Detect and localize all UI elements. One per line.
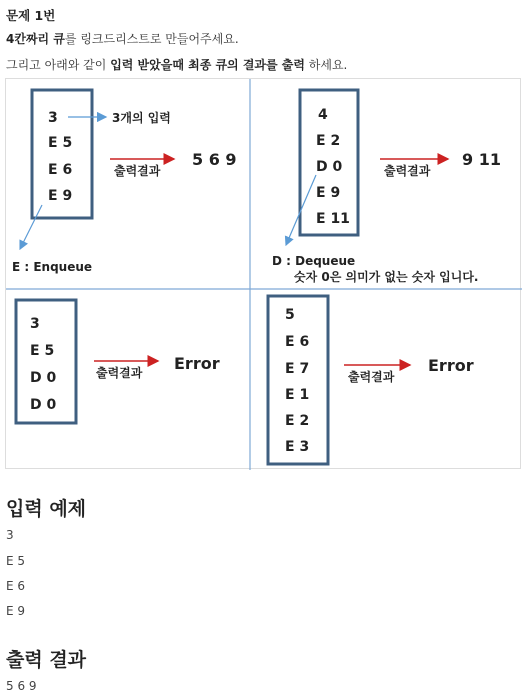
input-example-line: 3 — [6, 528, 14, 542]
panel4-item: E 3 — [285, 439, 310, 455]
problem-line-2-c: 하세요. — [304, 58, 348, 72]
output-example-heading: 출력 결과 — [6, 649, 87, 671]
panel4-item: E 2 — [285, 413, 310, 429]
problem-line-1-rest: 를 링크드리스트로 만들어주세요. — [64, 32, 239, 46]
input-example-heading: 입력 예제 — [6, 498, 87, 520]
panel1-input-note: 3개의 입력 — [112, 111, 171, 125]
panel1-arrow-label: 출력결과 — [114, 164, 161, 178]
panel1-item: E 6 — [48, 162, 73, 178]
panel2-result: 9 11 — [462, 150, 501, 169]
problem-title: 문제 1번 — [6, 8, 56, 23]
input-example-line: E 9 — [6, 604, 26, 618]
panel4-item: E 6 — [285, 334, 310, 350]
panel1-item: E 9 — [48, 188, 73, 204]
panel3-item: 3 — [30, 316, 40, 332]
panel3-result: Error — [174, 354, 220, 373]
problem-line-2-bold: 입력 받았을때 최종 큐의 결과를 출력 — [110, 58, 305, 72]
panel2-item: D 0 — [316, 159, 343, 175]
panel2-legend: D : Dequeue — [272, 254, 356, 268]
panel2-item: E 11 — [316, 211, 350, 227]
problem-line-1 — [6, 30, 239, 47]
queue-diagram-svg — [6, 79, 522, 470]
panel4-item: E 1 — [285, 387, 310, 403]
output-example-line: 5 6 9 — [6, 679, 37, 693]
input-example-line: E 5 — [6, 554, 26, 568]
problem-line-2-a: 그리고 아래와 같이 — [6, 58, 111, 72]
panel2-note: 숫자 0은 의미가 없는 숫자 입니다. — [294, 270, 479, 284]
panel4-arrow-label: 출력결과 — [348, 370, 395, 384]
panel1-item: E 5 — [48, 135, 73, 151]
panel1-legend: E : Enqueue — [12, 260, 93, 274]
panel3-arrow-label: 출력결과 — [96, 366, 143, 380]
panel2-item: 4 — [318, 107, 328, 123]
panel1-item: 3 — [48, 110, 58, 126]
panel2-item: E 2 — [316, 133, 341, 149]
panel4-result: Error — [428, 356, 474, 375]
panel2-item: E 9 — [316, 185, 341, 201]
panel4-item: E 7 — [285, 361, 310, 377]
problem-line-1-bold: 4칸짜리 큐 — [6, 32, 65, 46]
input-example-line: E 6 — [6, 579, 26, 593]
panel1-result: 5 6 9 — [192, 150, 237, 169]
queue-diagram — [5, 78, 521, 469]
panel4-item: 5 — [285, 307, 295, 323]
panel3-item: E 5 — [30, 343, 55, 359]
panel3-item: D 0 — [30, 370, 57, 386]
problem-line-2 — [6, 56, 347, 73]
panel2-arrow-label: 출력결과 — [384, 164, 431, 178]
panel3-item: D 0 — [30, 397, 57, 413]
